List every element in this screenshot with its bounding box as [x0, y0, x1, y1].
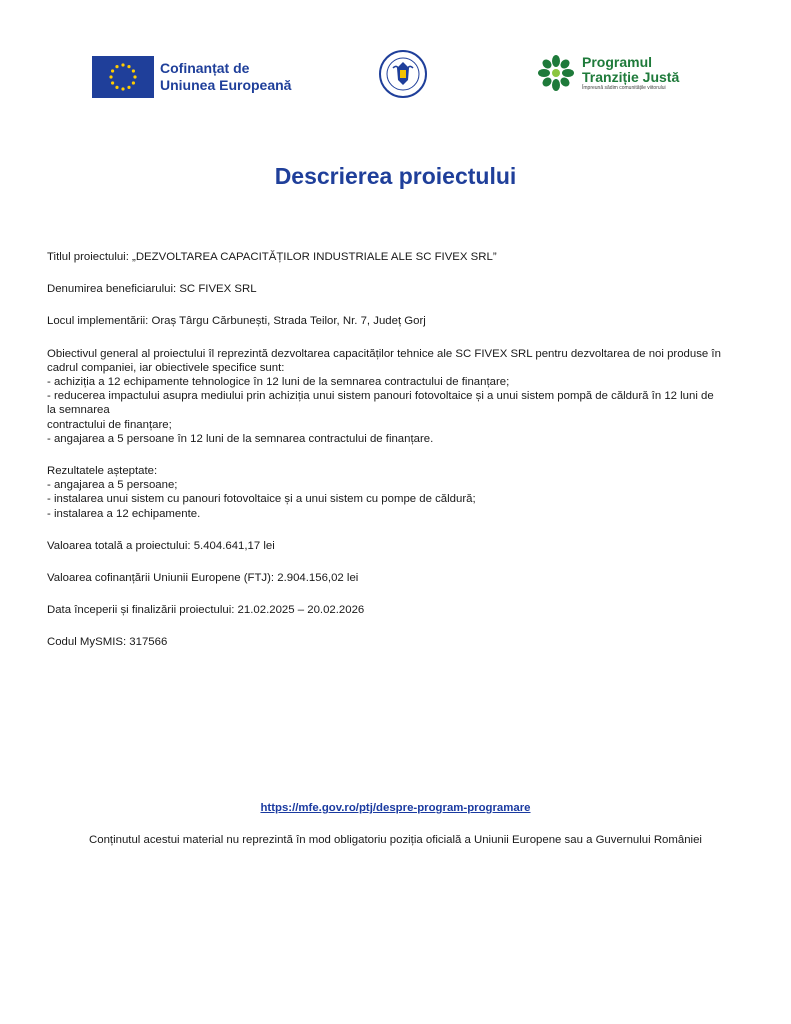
- eu-cofinancing-logo: [92, 56, 291, 98]
- ptj-flower-icon: [536, 53, 576, 93]
- disclaimer-text: Conținutul acestui material nu reprezintă în mod obligatoriu poziția oficială a Uniunii Europene sau a Guvernului României: [89, 834, 702, 846]
- program-link[interactable]: https://mfe.gov.ro/ptj/despre-program-programare: [260, 802, 531, 814]
- romania-coat-of-arms-icon: [379, 50, 427, 98]
- objective-line: cadrul companiei, iar obiectivele specifice sunt:: [47, 361, 285, 374]
- objective-line: - angajarea a 5 persoane în 12 luni de la semnarea contractului de finanțare.: [47, 432, 434, 445]
- page-title: Descrierea proiectului: [274, 163, 517, 189]
- result-line: - instalarea unui sistem cu panouri fotovoltaice și a unui sistem cu pompe de căldură;: [47, 493, 476, 506]
- field-beneficiary: Denumirea beneficiarului: SC FIVEX SRL: [47, 283, 257, 296]
- results-block: [47, 464, 747, 521]
- result-line: - instalarea a 12 echipamente.: [47, 507, 201, 520]
- government-seal: [379, 50, 427, 98]
- project-details: [47, 250, 747, 668]
- objective-line: la semnarea: [47, 404, 110, 417]
- ptj-logo: [536, 53, 679, 93]
- ptj-tagline: Împreună sădim comunitățile viitorului: [582, 84, 666, 91]
- objective-line: contractului de finanțare;: [47, 418, 172, 431]
- eu-stars-icon: [92, 56, 154, 98]
- eu-logo-line1: Cofinanțat de: [160, 60, 250, 76]
- objective-line: - achiziția a 12 echipamente tehnologice în 12 luni de la semnarea contractului de finanțare;: [47, 376, 510, 389]
- eu-flag-icon: [92, 56, 154, 98]
- result-line: - angajarea a 5 persoane;: [47, 479, 178, 492]
- objective-line: Obiectivul general al proiectului îl reprezintă dezvoltarea capacităților tehnice ale SC FIVEX SRL pentru dezvoltarea de noi produse în: [47, 347, 721, 360]
- ptj-logo-line1: Programul: [582, 53, 653, 70]
- field-eu-cofinancing: Valoarea cofinanțării Uniunii Europene (FTJ): 2.904.156,02 lei: [47, 572, 359, 585]
- field-mysmis-code: Codul MySMIS: 317566: [47, 636, 168, 649]
- eu-logo-line2: Uniunea Europeană: [160, 77, 292, 93]
- field-project-title: Titlul proiectului: „DEZVOLTAREA CAPACITĂȚILOR INDUSTRIALE ALE SC FIVEX SRL”: [47, 251, 497, 263]
- field-location: Locul implementării: Oraș Târgu Cărbunești, Strada Teilor, Nr. 7, Județ Gorj: [47, 315, 426, 328]
- header-logos: [0, 50, 791, 105]
- objective-line: - reducerea impactului asupra mediului prin achiziția unui sistem panouri fotovoltaice și a unui sistem pompă de căldură în 12 luni de: [47, 390, 714, 403]
- field-total-value: Valoarea totală a proiectului: 5.404.641,17 lei: [47, 539, 275, 552]
- result-line: Rezultatele așteptate:: [47, 465, 158, 478]
- objectives-block: [47, 347, 747, 446]
- field-dates: Data începerii și finalizării proiectului: 21.02.2025 – 20.02.2026: [47, 604, 365, 617]
- ptj-logo-line2: Tranziție Justă: [582, 68, 680, 85]
